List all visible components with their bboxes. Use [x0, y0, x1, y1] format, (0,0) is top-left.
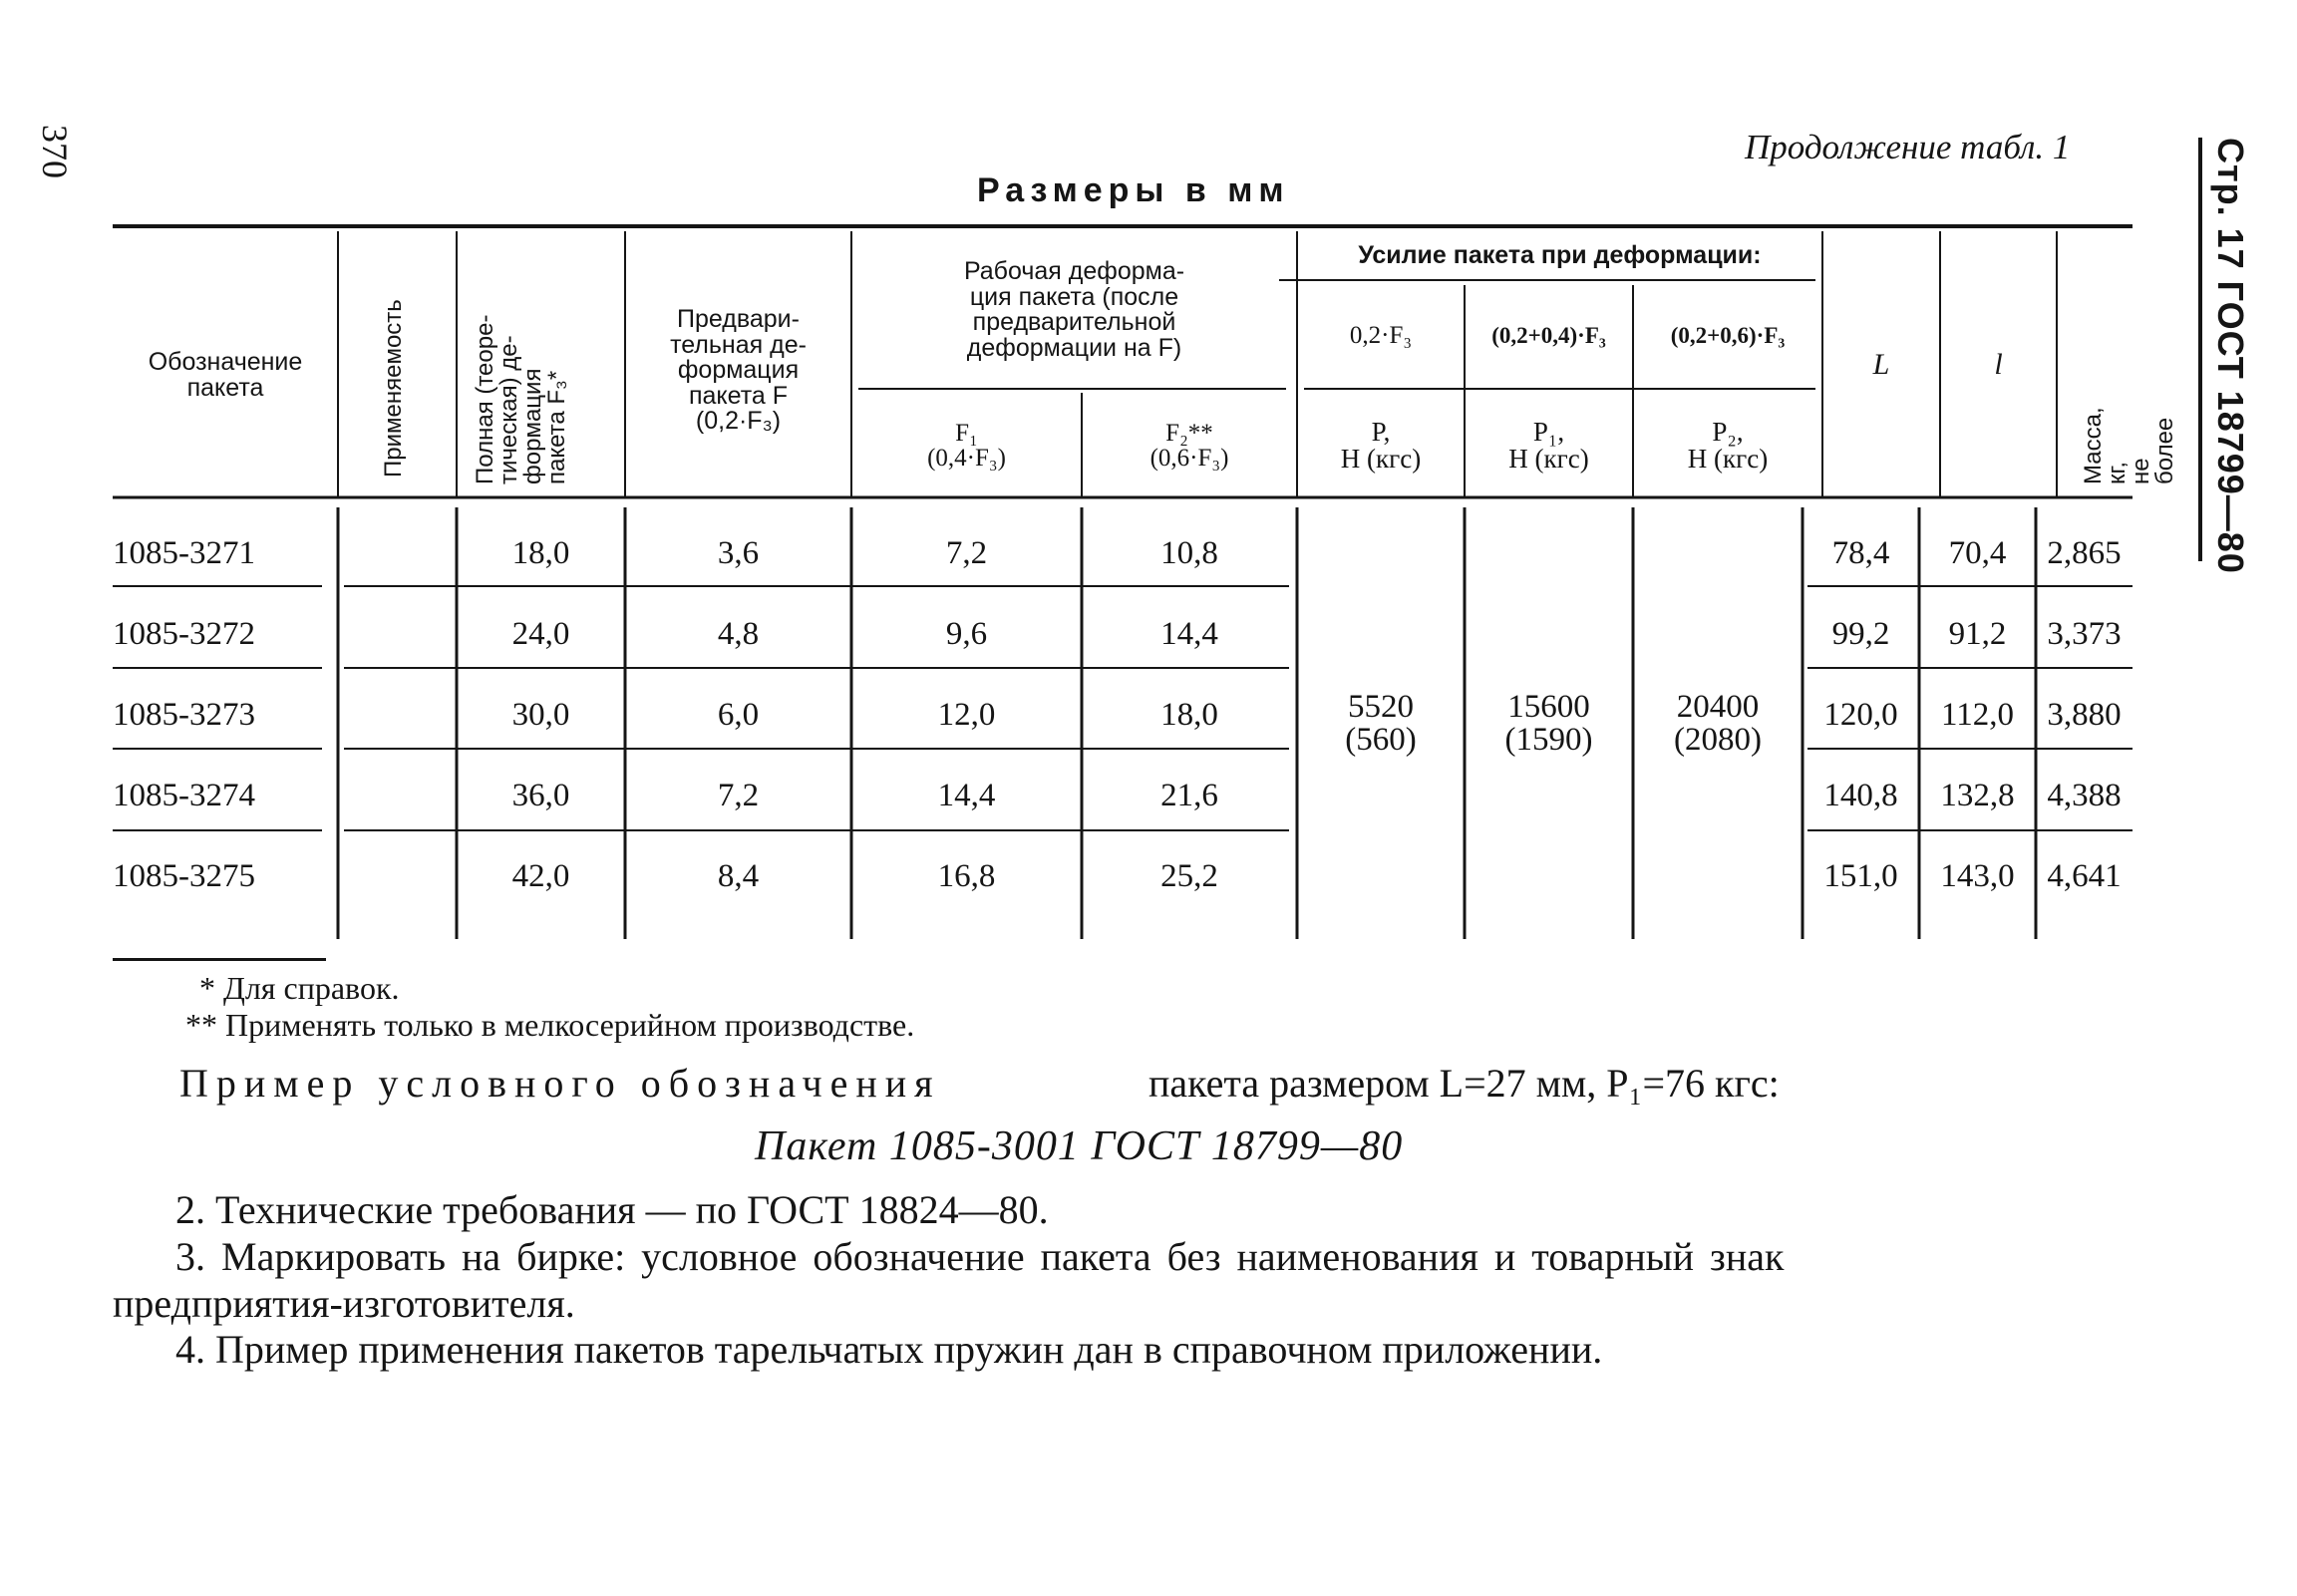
cell-f2: 21,6 — [1160, 777, 1218, 813]
cell-pre: 7,2 — [717, 777, 760, 813]
cell-mass: 4,641 — [2047, 857, 2122, 894]
footnote-rule — [113, 958, 326, 961]
page-number: 370 — [35, 125, 75, 178]
cell-pre: 3,6 — [717, 534, 760, 571]
cell-l: 112,0 — [1940, 696, 2015, 733]
cell-pre: 6,0 — [717, 696, 760, 733]
header-force: Усилие пакета при деформации: — [1358, 241, 1762, 270]
header-applicability: Применяемость — [380, 299, 407, 478]
header-force-c1: 0,2·F₃ — [1349, 321, 1413, 349]
cell-designation: 1085-3272 — [113, 615, 255, 652]
force-p-value: 5520 (560) — [1345, 688, 1417, 758]
cell-L: 120,0 — [1823, 696, 1898, 733]
cell-l: 70,4 — [1948, 534, 2007, 571]
cell-full: 30,0 — [511, 696, 570, 733]
header-force-c2: (0,2+0,4)·F₃ — [1491, 322, 1606, 348]
example-description: пакета размером L=27 мм, P₁=76 кгс: — [1148, 1061, 1780, 1106]
table-units-title: Размеры в мм — [977, 171, 1290, 209]
cell-mass: 3,880 — [2047, 696, 2122, 733]
cell-full: 36,0 — [511, 777, 570, 813]
cell-l: 143,0 — [1940, 857, 2015, 894]
cell-f2: 10,8 — [1160, 534, 1218, 571]
side-header — [2203, 138, 2259, 576]
header-working-deformation: Рабочая деформа- ция пакета (после предварительной деформации на F) — [963, 257, 1185, 362]
cell-full: 24,0 — [511, 615, 570, 652]
cell-designation: 1085-3274 — [113, 777, 255, 813]
side-header-text: Стр. 17 ГОСТ 18799—80 — [2210, 138, 2251, 574]
cell-full: 18,0 — [511, 534, 570, 571]
header-p: P, Н (кгс) — [1340, 416, 1422, 474]
cell-f2: 25,2 — [1160, 857, 1218, 894]
header-force-c3: (0,2+0,6)·F₃ — [1670, 322, 1786, 348]
header-mass: Масса, кг, не более — [2080, 407, 2178, 484]
cell-pre: 8,4 — [717, 857, 760, 894]
cell-L: 140,8 — [1823, 777, 1898, 813]
header-p1: P₁, Н (кгс) — [1508, 416, 1589, 474]
spring-pack-table — [113, 223, 2178, 941]
header-L: L — [1872, 347, 1890, 381]
example-lead: Пример условного обозначения — [179, 1061, 941, 1106]
cell-designation: 1085-3275 — [113, 857, 255, 894]
side-header-rule — [2198, 138, 2202, 561]
header-l: l — [1994, 347, 2003, 381]
cell-mass: 4,388 — [2047, 777, 2122, 813]
cell-designation: 1085-3271 — [113, 534, 255, 571]
cell-mass: 3,373 — [2047, 615, 2122, 652]
cell-L: 99,2 — [1831, 615, 1890, 652]
table-continuation-label: Продолжение табл. 1 — [1745, 128, 2071, 166]
cell-f1: 14,4 — [937, 777, 996, 813]
force-p2-value: 20400 (2080) — [1674, 688, 1762, 758]
example-designation: Пакет 1085-3001 ГОСТ 18799—80 — [755, 1123, 1404, 1169]
paragraph-technical-requirements: 2. Технические требования — по ГОСТ 18824—80. — [175, 1187, 1049, 1232]
force-p1-value: 15600 (1590) — [1504, 688, 1593, 758]
header-preliminary-deformation: Предвари- тельная де- формация пакета F (0,2·F₃) — [670, 305, 807, 436]
cell-f1: 16,8 — [937, 857, 996, 894]
cell-mass: 2,865 — [2047, 534, 2122, 571]
header-designation: Обозначение пакета — [148, 348, 303, 402]
cell-l: 132,8 — [1940, 777, 2015, 813]
footnote-small-batch: ** Применять только в мелкосерийном производстве. — [185, 1007, 915, 1043]
cell-f1: 9,6 — [945, 615, 988, 652]
paragraph-marking-line2: предприятия-изготовителя. — [113, 1281, 575, 1326]
cell-full: 42,0 — [511, 857, 570, 894]
cell-l: 91,2 — [1948, 615, 2007, 652]
cell-pre: 4,8 — [717, 615, 760, 652]
cell-f2: 18,0 — [1160, 696, 1218, 733]
cell-designation: 1085-3273 — [113, 696, 255, 733]
header-f2: F₂** (0,6·F₃) — [1149, 419, 1229, 472]
header-f1: F₁ (0,4·F₃) — [927, 419, 1006, 472]
cell-L: 151,0 — [1823, 857, 1898, 894]
paragraph-application-example: 4. Пример применения пакетов тарельчатых пружин дан в справочном приложении. — [175, 1327, 1603, 1372]
header-p2: P₂, Н (кгс) — [1687, 416, 1769, 474]
cell-f1: 12,0 — [937, 696, 996, 733]
footnote-reference: * Для справок. — [199, 970, 400, 1006]
cell-L: 78,4 — [1831, 534, 1890, 571]
cell-f1: 7,2 — [945, 534, 988, 571]
header-full-deformation: Полная (теоре- тическая) де- формация пакета F₃* — [472, 314, 570, 484]
cell-f2: 14,4 — [1160, 615, 1218, 652]
paragraph-marking-line1: 3. Маркировать на бирке: условное обозначение пакета без наименования и товарный знак — [175, 1234, 1785, 1279]
